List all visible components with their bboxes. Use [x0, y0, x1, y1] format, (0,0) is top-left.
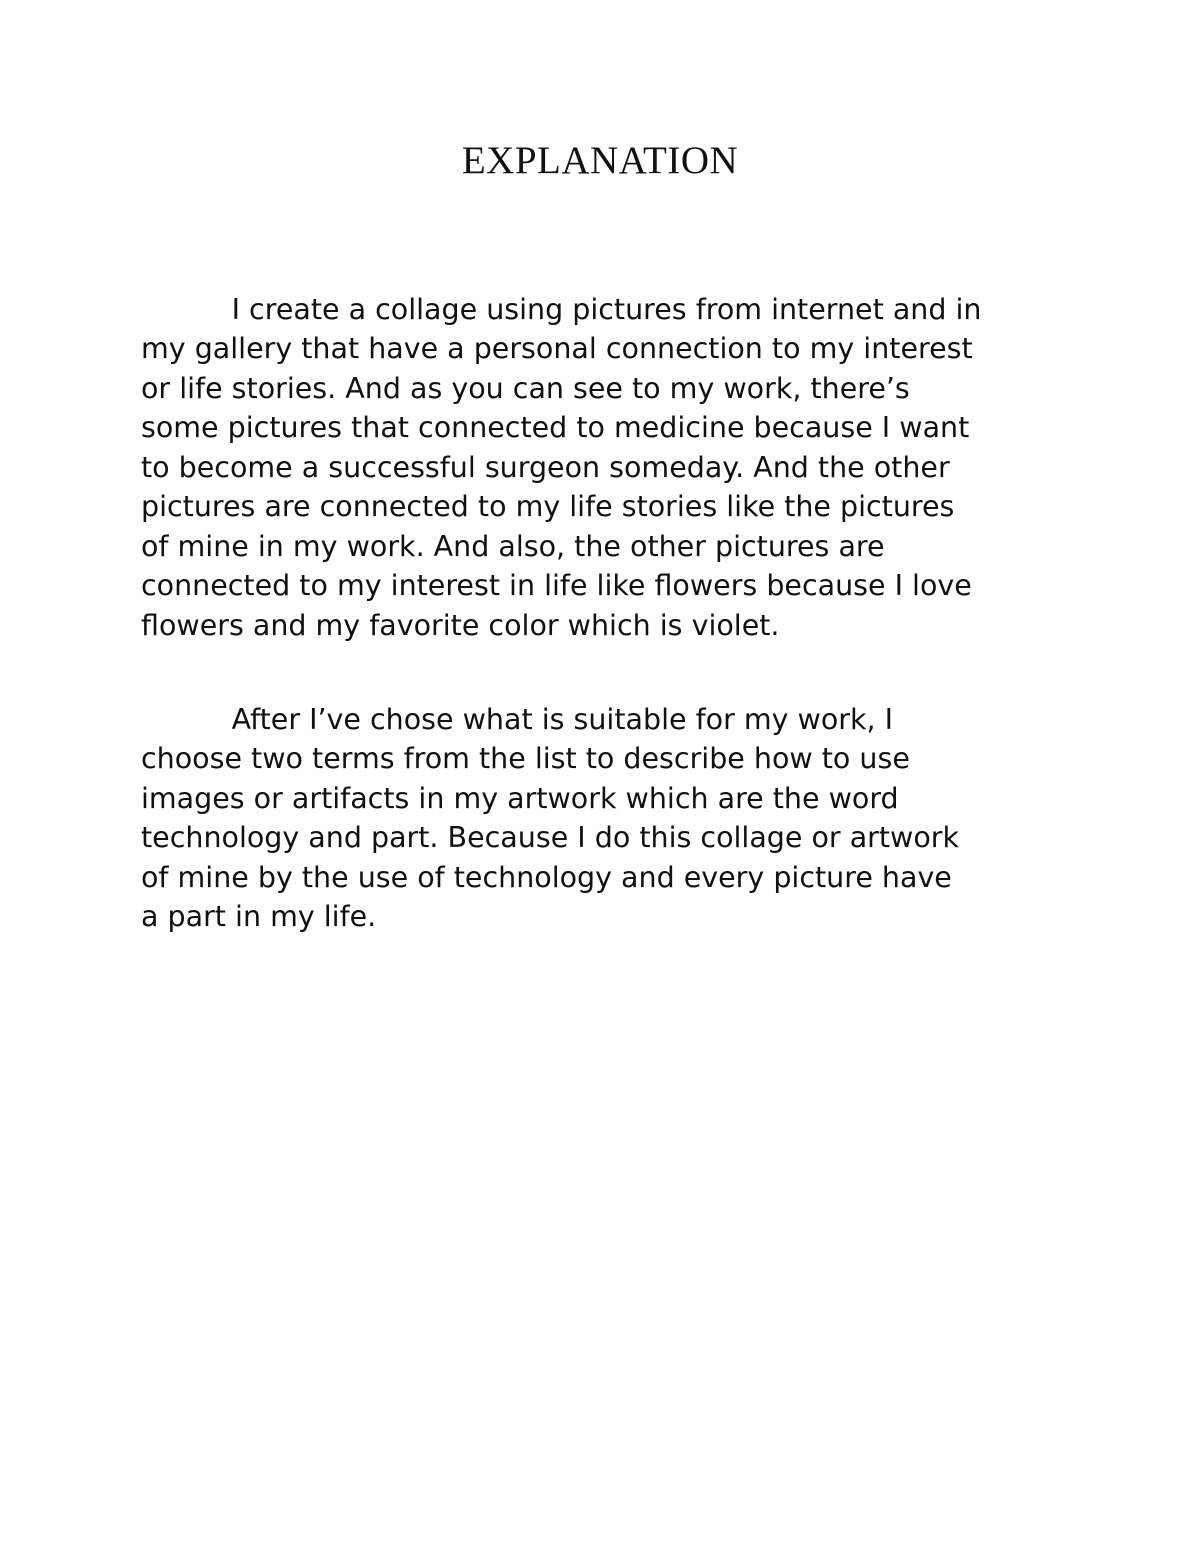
paragraph-1: I create a collage using pictures from internet and in my gallery that have a personal connection to my interest or life stories. And as you can see to my work, there’s some pictures that connected to medicine because I want to become a successful surgeon someday. And the other pictures are connected to my life stories like the pictures of mine in my work. And also, the other pictures are connected to my interest in life like flowers because I love flowers and my favorite color which is violet.: [141, 292, 982, 642]
document-body: [141, 250, 1066, 991]
paragraph-2: After I’ve chose what is suitable for my work, I choose two terms from the list to describe how to use images or artifacts in my artwork which are the word technology and part. Because I do this collage or artwork of mine by the use of technology and every picture have a part in my life.: [141, 702, 960, 933]
document-title: EXPLANATION: [461, 139, 739, 182]
